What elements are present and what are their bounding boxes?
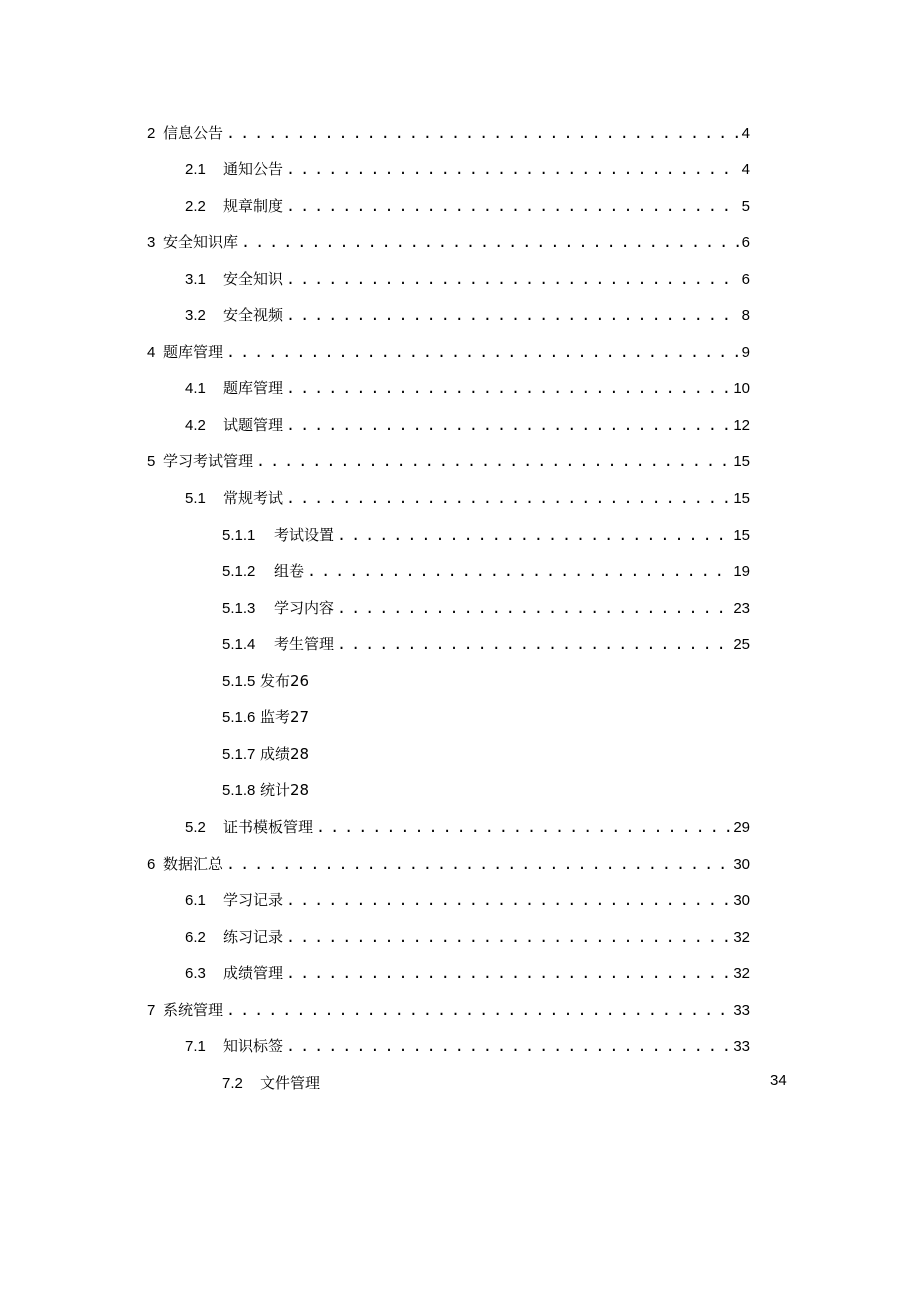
toc-page-number: 29 [733, 819, 750, 836]
toc-leader [241, 230, 739, 254]
toc-number: 7 [147, 1002, 156, 1019]
toc-leader [226, 121, 739, 145]
toc-page-number: 12 [733, 417, 750, 434]
toc-title: 常规考试 [223, 489, 284, 507]
toc-page-number: 4 [741, 161, 750, 178]
toc-page-number: 33 [733, 1002, 750, 1019]
toc-title: 文件管理 [260, 1074, 321, 1092]
toc-leader [286, 157, 739, 181]
toc-page-number: 30 [733, 892, 750, 909]
toc-entry[interactable] [147, 998, 750, 1022]
toc-number: 6.2 [185, 929, 206, 946]
toc-entry[interactable] [147, 449, 750, 473]
toc-number: 6.1 [185, 892, 206, 909]
toc-number: 2 [147, 125, 156, 142]
toc-leader [286, 486, 730, 510]
toc-number: 5.1.7 [222, 746, 256, 763]
toc-number: 2.1 [185, 161, 206, 178]
toc-entry[interactable] [185, 486, 750, 510]
toc-title: 学习内容 [274, 599, 335, 617]
toc-leader [337, 523, 730, 547]
toc-entry[interactable] [222, 778, 362, 802]
toc-title: 成绩管理 [223, 964, 284, 982]
toc-leader [286, 194, 739, 218]
toc-number: 7.2 [222, 1075, 243, 1092]
toc-page-number: 9 [741, 344, 750, 361]
toc-entry[interactable] [222, 596, 750, 620]
toc-title: 成绩28 [260, 745, 310, 763]
toc-leader [286, 888, 730, 912]
toc-leader [226, 998, 730, 1022]
toc-page-number: 10 [733, 380, 750, 397]
toc-entry[interactable] [185, 815, 750, 839]
toc-title: 安全视频 [223, 306, 284, 324]
toc-page-number: 30 [733, 856, 750, 873]
toc-entry[interactable] [185, 925, 750, 949]
toc-leader [286, 267, 739, 291]
toc-number: 3 [147, 234, 156, 251]
toc-page-number: 5 [741, 198, 750, 215]
toc-title: 题库管理 [163, 343, 224, 361]
toc-title: 规章制度 [223, 197, 284, 215]
toc-entry[interactable] [147, 121, 750, 145]
toc-title: 知识标签 [223, 1037, 284, 1055]
toc-entry[interactable] [222, 523, 750, 547]
toc-entry[interactable] [185, 1034, 750, 1058]
toc-number: 4.1 [185, 380, 206, 397]
toc-number: 3.1 [185, 271, 206, 288]
toc-page-number: 33 [733, 1038, 750, 1055]
toc-title: 数据汇总 [163, 855, 224, 873]
toc-entry[interactable] [185, 267, 750, 291]
toc-title: 学习考试管理 [163, 452, 254, 470]
toc-entry[interactable] [222, 742, 362, 766]
toc-title: 信息公告 [163, 124, 224, 142]
toc-page-number: 15 [733, 453, 750, 470]
toc-entry[interactable] [185, 157, 750, 181]
toc-entry[interactable] [185, 413, 750, 437]
toc-leader [286, 303, 739, 327]
toc-entry[interactable] [222, 1071, 382, 1095]
toc-page-number: 25 [733, 636, 750, 653]
toc-number: 5.1 [185, 490, 206, 507]
toc-title: 组卷 [274, 562, 305, 580]
toc-page-number: 32 [733, 965, 750, 982]
toc-title: 通知公告 [223, 160, 284, 178]
toc-page-number: 6 [741, 271, 750, 288]
toc-title: 练习记录 [223, 928, 284, 946]
toc-title: 监考27 [260, 708, 310, 726]
toc-leader [337, 596, 730, 620]
toc-entry[interactable] [147, 340, 750, 364]
toc-page-number: 32 [733, 929, 750, 946]
toc-entry[interactable] [185, 194, 750, 218]
toc-title: 考生管理 [274, 635, 335, 653]
toc-number: 7.1 [185, 1038, 206, 1055]
toc-page-number: 6 [741, 234, 750, 251]
toc-entry[interactable] [147, 230, 750, 254]
toc-leader [316, 815, 730, 839]
toc-leader [226, 340, 739, 364]
toc-title: 证书模板管理 [223, 818, 314, 836]
toc-leader [286, 925, 730, 949]
toc-number: 5 [147, 453, 156, 470]
toc-page-number: 4 [741, 125, 750, 142]
page-number: 34 [770, 1072, 787, 1089]
toc-title: 安全知识 [223, 270, 284, 288]
toc-number: 5.1.3 [222, 600, 256, 617]
toc-title: 学习记录 [223, 891, 284, 909]
toc-entry[interactable] [185, 888, 750, 912]
toc-leader [256, 449, 730, 473]
toc-leader [226, 852, 730, 876]
toc-number: 4.2 [185, 417, 206, 434]
toc-number: 6.3 [185, 965, 206, 982]
toc-number: 5.1.4 [222, 636, 256, 653]
toc-number: 5.1.6 [222, 709, 256, 726]
toc-number: 3.2 [185, 307, 206, 324]
toc-title: 发布26 [260, 672, 310, 690]
toc-number: 5.1.2 [222, 563, 256, 580]
toc-title: 安全知识库 [163, 233, 239, 251]
toc-entry[interactable] [185, 961, 750, 985]
toc-number: 5.2 [185, 819, 206, 836]
toc-page-number: 15 [733, 490, 750, 507]
toc-entry[interactable] [185, 303, 750, 327]
toc-page-number: 8 [741, 307, 750, 324]
toc-title: 试题管理 [223, 416, 284, 434]
toc-title: 题库管理 [223, 379, 284, 397]
toc-leader [337, 632, 730, 656]
toc-entry[interactable] [222, 705, 362, 729]
toc-title: 统计28 [260, 781, 310, 799]
toc-number: 5.1.1 [222, 527, 256, 544]
toc-entry[interactable] [222, 559, 750, 583]
toc-number: 4 [147, 344, 156, 361]
toc-leader [286, 413, 730, 437]
toc-leader [307, 559, 730, 583]
toc-entry[interactable] [222, 669, 362, 693]
toc-number: 2.2 [185, 198, 206, 215]
toc-title: 考试设置 [274, 526, 335, 544]
toc-page-number: 15 [733, 527, 750, 544]
toc-entry[interactable] [185, 376, 750, 400]
toc-number: 5.1.5 [222, 673, 256, 690]
toc-title: 系统管理 [163, 1001, 224, 1019]
toc-number: 6 [147, 856, 156, 873]
toc-entry[interactable] [147, 852, 750, 876]
toc-entry[interactable] [222, 632, 750, 656]
toc-leader [286, 376, 730, 400]
toc-leader [286, 1034, 730, 1058]
toc-leader [286, 961, 730, 985]
toc-page-number: 23 [733, 600, 750, 617]
toc-page-number: 19 [733, 563, 750, 580]
toc-number: 5.1.8 [222, 782, 256, 799]
